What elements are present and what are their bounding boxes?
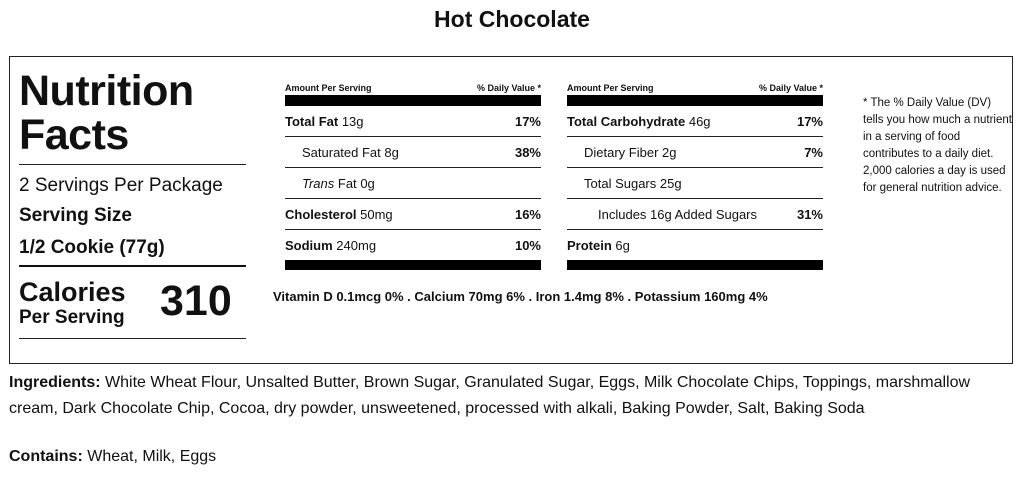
divider <box>19 338 246 339</box>
nutrient-name: Total Carbohydrate <box>567 113 686 129</box>
thick-bar <box>567 95 823 106</box>
contains-text: Wheat, Milk, Eggs <box>82 448 217 465</box>
nutrient-amount: 46g <box>688 113 711 129</box>
nutrient-row-total-sugars <box>567 168 823 199</box>
calories-sub-label: Per Serving <box>19 307 125 328</box>
nutrient-name: Saturated Fat <box>302 144 381 160</box>
ingredients <box>9 370 1009 422</box>
nutrient-dv: 7% <box>804 144 823 160</box>
nutrient-amount: 50mg <box>360 206 393 222</box>
nutrient-amount: 0g <box>360 175 375 191</box>
nutrient-dv: 31% <box>796 206 823 222</box>
divider <box>19 164 246 165</box>
nutrition-facts-heading <box>19 69 194 157</box>
thick-bar <box>567 260 823 270</box>
nutrient-dv: 38% <box>514 144 541 160</box>
nutrient-row-trans-fat <box>285 168 541 199</box>
nutrient-dv: 10% <box>514 237 541 253</box>
allergens <box>9 448 216 466</box>
header-dv: % Daily Value * <box>476 83 541 93</box>
divider <box>19 265 246 267</box>
header-dv: % Daily Value * <box>758 83 823 93</box>
nutrient-name: Total Sugars <box>584 175 657 191</box>
nutrient-dv: 16% <box>514 206 541 222</box>
servings-per-package: 2 Servings Per Package <box>19 175 223 196</box>
nutrient-amount: 2g <box>662 144 677 160</box>
nutrient-name: Includes 16g Added Sugars <box>598 206 758 222</box>
contains-label: Contains: <box>9 448 83 465</box>
nutrient-name: Total Fat <box>285 113 339 129</box>
nutrient-table-left <box>285 83 541 270</box>
serving-size-value: 1/2 Cookie (77g) <box>19 237 165 258</box>
nutrient-name-italic: Trans <box>302 175 335 191</box>
daily-value-footnote: * The % Daily Value (DV) tells you how much a nutrient in a serving of food contributes to a daily diet. 2,000 calories a day is used for general nutrition advice. <box>863 97 1012 194</box>
table-header <box>285 83 541 95</box>
nutrient-name: Fat <box>337 175 357 191</box>
serving-size-label: Serving Size <box>19 205 132 226</box>
nutrient-name: Sodium <box>285 237 333 253</box>
header-amount: Amount Per Serving <box>567 83 654 93</box>
vitamins-minerals: Vitamin D 0.1mcg 0% . Calcium 70mg 6% . Iron 1.4mg 8% . Potassium 160mg 4% <box>273 289 768 304</box>
nutrient-amount: 6g <box>615 237 630 253</box>
calories-value: 310 <box>160 277 232 325</box>
nutrient-name: Dietary Fiber <box>584 144 659 160</box>
nutrient-name: Cholesterol <box>285 206 357 222</box>
thick-bar <box>285 95 541 106</box>
nutrient-amount: 240mg <box>336 237 377 253</box>
nutrient-row-added-sugars <box>567 199 823 230</box>
product-title: Hot Chocolate <box>434 6 590 32</box>
nutrient-amount: 8g <box>384 144 399 160</box>
nutrient-name: Protein <box>567 237 612 253</box>
thick-bar <box>285 260 541 270</box>
table-header <box>567 83 823 95</box>
ingredients-text: White Wheat Flour, Unsalted Butter, Brown Sugar, Granulated Sugar, Eggs, Milk Chocolate Chips, Toppings, marshmallow cream, Dark Chocolate Chip, Cocoa, dry powder, unsweetened, processed with alkali, Baking Powder, Salt, Baking Soda <box>9 374 971 417</box>
nutrient-row-total-fat <box>285 106 541 137</box>
nutrient-row-protein <box>567 230 823 260</box>
heading-line-2: Facts <box>19 111 129 159</box>
heading-line-1: Nutrition <box>19 67 194 115</box>
nutrient-dv: 17% <box>796 113 823 129</box>
nutrient-dv: 17% <box>514 113 541 129</box>
nutrient-row-dietary-fiber <box>567 137 823 168</box>
nutrient-amount: 25g <box>659 175 682 191</box>
nutrient-row-sodium <box>285 230 541 260</box>
nutrient-row-cholesterol <box>285 199 541 230</box>
calories-label: Calories <box>19 277 126 307</box>
nutrient-row-total-carbohydrate <box>567 106 823 137</box>
nutrition-facts-panel <box>9 56 1013 364</box>
nutrient-amount: 13g <box>341 113 364 129</box>
ingredients-label: Ingredients: <box>9 374 101 391</box>
nutrient-table-right <box>567 83 823 270</box>
nutrient-row-saturated-fat <box>285 137 541 168</box>
header-amount: Amount Per Serving <box>285 83 372 93</box>
